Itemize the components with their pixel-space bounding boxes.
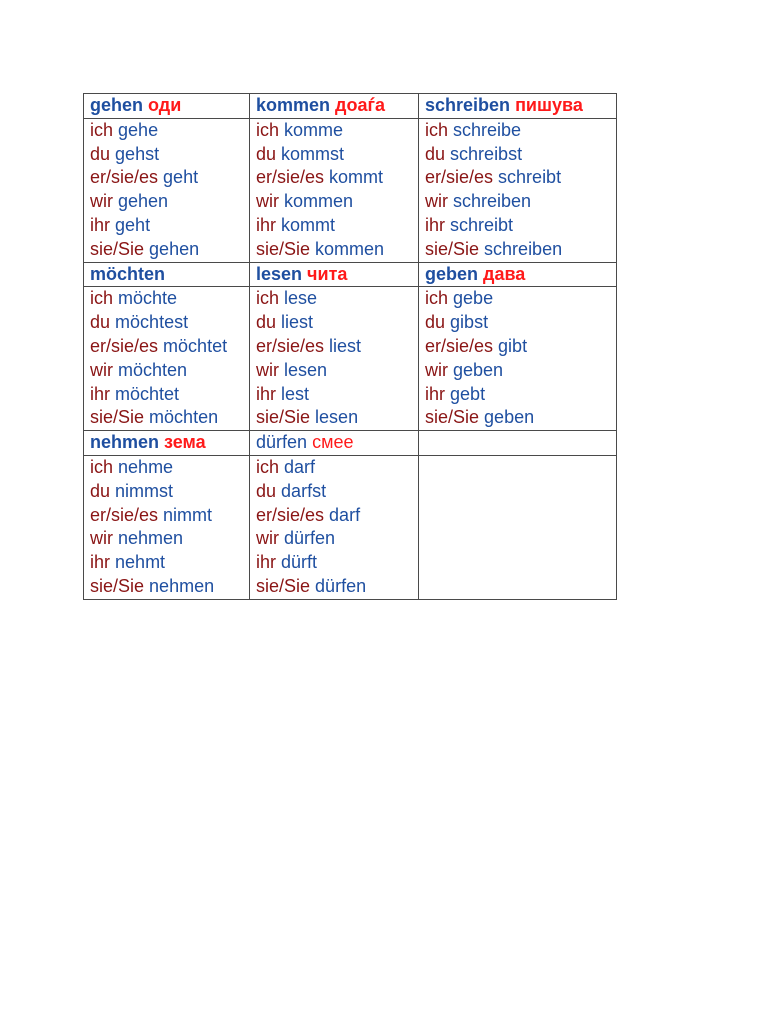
header-row-1	[84, 94, 617, 119]
conjugation-line	[256, 335, 418, 359]
pronoun: du	[425, 312, 446, 333]
pronoun: er/sie/es	[256, 504, 325, 525]
conjugation-line	[256, 456, 418, 480]
verb-translation: дава	[483, 263, 526, 284]
conjugation-line	[425, 166, 616, 190]
verb-translation: зема	[164, 432, 206, 453]
verb-translation: смее	[312, 432, 354, 453]
verb-header-moechten	[84, 262, 250, 287]
pronoun: ihr	[256, 383, 277, 404]
pronoun: er/sie/es	[256, 335, 325, 356]
pronoun: du	[425, 143, 446, 164]
verb-form: gebt	[450, 383, 486, 404]
conjugation-line	[256, 238, 418, 262]
conjugation-line	[90, 551, 249, 575]
pronoun: er/sie/es	[425, 167, 494, 188]
conjugation-cell-kommen	[250, 118, 419, 262]
verb-infinitive: möchten	[90, 263, 166, 284]
pronoun: ich	[425, 288, 449, 309]
pronoun: wir	[425, 191, 448, 212]
conjugation-line	[90, 456, 249, 480]
pronoun: ihr	[90, 383, 111, 404]
verb-form: nehmt	[115, 552, 166, 573]
conjugation-line	[90, 311, 249, 335]
pronoun: du	[90, 480, 111, 501]
pronoun: sie/Sie	[256, 238, 311, 259]
verb-form: schreibe	[453, 119, 522, 140]
pronoun: sie/Sie	[90, 575, 145, 596]
verb-form: kommen	[284, 191, 354, 212]
verb-form: kommt	[329, 167, 384, 188]
conjugation-line	[256, 406, 418, 430]
conjugation-line	[425, 335, 616, 359]
pronoun: sie/Sie	[256, 575, 311, 596]
pronoun: ihr	[256, 214, 277, 235]
conjugation-line	[90, 527, 249, 551]
conjugation-cell-geben	[419, 287, 617, 431]
verb-infinitive: dürfen	[256, 432, 308, 453]
verb-infinitive: kommen	[256, 95, 331, 115]
verb-header-lesen	[250, 262, 419, 287]
verb-infinitive: gehen	[90, 95, 144, 115]
conjugation-line	[425, 238, 616, 262]
verb-infinitive: lesen	[256, 263, 303, 284]
verb-form: kommen	[315, 238, 385, 259]
conjugation-line	[256, 527, 418, 551]
conjugation-line	[90, 504, 249, 528]
conjugation-cell-moechten	[84, 287, 250, 431]
verb-form: nimmt	[163, 504, 213, 525]
verb-infinitive: nehmen	[90, 432, 160, 453]
verb-form: lese	[284, 288, 318, 309]
conjugation-line	[256, 214, 418, 238]
verb-form: darfst	[281, 480, 327, 501]
pronoun: ich	[90, 119, 114, 140]
conjugation-line	[90, 383, 249, 407]
pronoun: ich	[256, 456, 280, 477]
pronoun: du	[256, 312, 277, 333]
verb-form: möchtet	[163, 335, 228, 356]
verb-form: schreibt	[450, 214, 514, 235]
pronoun: ich	[90, 288, 114, 309]
conjugation-line	[90, 143, 249, 167]
pronoun: ihr	[425, 383, 446, 404]
verb-form: möchtet	[115, 383, 180, 404]
pronoun: er/sie/es	[256, 167, 325, 188]
verb-form: dürfen	[284, 528, 336, 549]
conjugation-table	[83, 93, 617, 600]
pronoun: er/sie/es	[90, 504, 159, 525]
conjugation-line	[90, 335, 249, 359]
conjugation-line	[256, 190, 418, 214]
conjugation-line	[90, 214, 249, 238]
conjugation-cell-lesen	[250, 287, 419, 431]
verb-form: darf	[284, 456, 316, 477]
conjugation-line	[425, 311, 616, 335]
pronoun: ich	[256, 288, 280, 309]
conjugation-line	[425, 143, 616, 167]
verb-header-geben	[419, 262, 617, 287]
verb-header-kommen	[250, 94, 419, 119]
conjugation-line	[425, 287, 616, 311]
verb-form: komme	[284, 119, 344, 140]
verb-form: nehmen	[118, 528, 184, 549]
conjugation-line	[90, 166, 249, 190]
header-row-3	[84, 431, 617, 456]
conjugation-line	[256, 551, 418, 575]
conjugation-line	[90, 190, 249, 214]
verb-form: lesen	[284, 359, 328, 380]
empty-header-cell	[419, 431, 617, 456]
conjugation-line	[256, 311, 418, 335]
verb-form: dürfen	[315, 575, 367, 596]
verb-form: geht	[115, 214, 151, 235]
verb-form: gibt	[498, 335, 528, 356]
conjugation-line	[425, 383, 616, 407]
verb-translation: чита	[307, 263, 348, 284]
pronoun: ich	[425, 119, 449, 140]
verb-form: dürft	[281, 552, 318, 573]
pronoun: wir	[90, 528, 113, 549]
verb-form: gehst	[115, 143, 160, 164]
pronoun: du	[256, 480, 277, 501]
header-row-2	[84, 262, 617, 287]
verb-form: schreibt	[498, 167, 562, 188]
verb-form: darf	[329, 504, 361, 525]
verb-form: gehen	[118, 191, 169, 212]
verb-form: liest	[281, 312, 314, 333]
empty-conjugation-cell	[419, 455, 617, 599]
conjugation-line	[256, 119, 418, 143]
conjugation-row-3	[84, 455, 617, 599]
conjugation-line	[90, 119, 249, 143]
verb-infinitive: schreiben	[425, 95, 511, 115]
verb-form: liest	[329, 335, 362, 356]
verb-translation: оди	[148, 95, 182, 115]
pronoun: sie/Sie	[425, 407, 480, 428]
verb-translation: доаѓа	[335, 95, 385, 115]
pronoun: ihr	[90, 214, 111, 235]
conjugation-line	[425, 406, 616, 430]
conjugation-line	[90, 575, 249, 599]
pronoun: er/sie/es	[90, 335, 159, 356]
pronoun: wir	[256, 191, 279, 212]
pronoun: sie/Sie	[90, 407, 145, 428]
pronoun: wir	[425, 359, 448, 380]
verb-form: lest	[281, 383, 310, 404]
conjugation-cell-nehmen	[84, 455, 250, 599]
pronoun: ihr	[256, 552, 277, 573]
conjugation-line	[425, 359, 616, 383]
conjugation-line	[256, 166, 418, 190]
pronoun: du	[90, 312, 111, 333]
verb-header-gehen	[84, 94, 250, 119]
conjugation-cell-duerfen	[250, 455, 419, 599]
verb-form: nehme	[118, 456, 174, 477]
pronoun: ich	[90, 456, 114, 477]
verb-infinitive: geben	[425, 263, 479, 284]
conjugation-line	[90, 287, 249, 311]
pronoun: ihr	[90, 552, 111, 573]
pronoun: ich	[256, 119, 280, 140]
pronoun: wir	[256, 359, 279, 380]
pronoun: du	[90, 143, 111, 164]
conjugation-line	[90, 406, 249, 430]
conjugation-cell-schreiben	[419, 118, 617, 262]
conjugation-row-2	[84, 287, 617, 431]
conjugation-line	[256, 575, 418, 599]
verb-header-schreiben	[419, 94, 617, 119]
verb-form: möchtest	[115, 312, 189, 333]
pronoun: ihr	[425, 214, 446, 235]
verb-form: schreiben	[484, 238, 563, 259]
verb-form: gehen	[149, 238, 200, 259]
conjugation-line	[256, 359, 418, 383]
verb-form: schreiben	[453, 191, 532, 212]
verb-form: gibst	[450, 312, 489, 333]
pronoun: du	[256, 143, 277, 164]
verb-form: geht	[163, 167, 199, 188]
pronoun: sie/Sie	[425, 238, 480, 259]
pronoun: wir	[256, 528, 279, 549]
conjugation-line	[90, 480, 249, 504]
conjugation-line	[425, 214, 616, 238]
pronoun: sie/Sie	[256, 407, 311, 428]
conjugation-line	[425, 190, 616, 214]
pronoun: wir	[90, 191, 113, 212]
conjugation-line	[90, 238, 249, 262]
verb-form: gehe	[118, 119, 159, 140]
conjugation-line	[256, 504, 418, 528]
verb-form: kommt	[281, 214, 336, 235]
verb-form: geben	[484, 407, 535, 428]
pronoun: er/sie/es	[425, 335, 494, 356]
verb-form: lesen	[315, 407, 359, 428]
verb-form: möchte	[118, 288, 178, 309]
verb-translation: пишува	[515, 95, 583, 115]
verb-form: schreibst	[450, 143, 523, 164]
pronoun: sie/Sie	[90, 238, 145, 259]
conjugation-line	[256, 480, 418, 504]
verb-form: gebe	[453, 288, 494, 309]
verb-form: nehmen	[149, 575, 215, 596]
conjugation-line	[256, 383, 418, 407]
verb-form: kommst	[281, 143, 345, 164]
verb-form: nimmst	[115, 480, 174, 501]
verb-form: möchten	[118, 359, 188, 380]
verb-form: geben	[453, 359, 504, 380]
verb-form: möchten	[149, 407, 219, 428]
conjugation-line	[256, 143, 418, 167]
pronoun: wir	[90, 359, 113, 380]
pronoun: er/sie/es	[90, 167, 159, 188]
verb-header-nehmen	[84, 431, 250, 456]
conjugation-line	[90, 359, 249, 383]
conjugation-cell-gehen	[84, 118, 250, 262]
conjugation-line	[425, 119, 616, 143]
verb-header-duerfen	[250, 431, 419, 456]
conjugation-row-1	[84, 118, 617, 262]
conjugation-line	[256, 287, 418, 311]
